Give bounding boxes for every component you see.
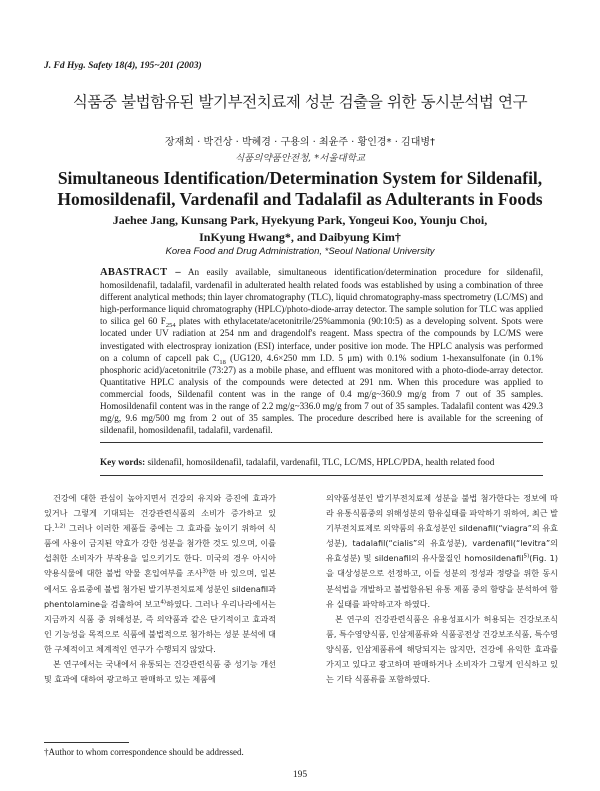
body-text: (Fig. 1)을 대상성분으로 선정하고, 이들 성분의 정성과 정량을 위한 동시분석법을 개발하고 불법함유된 유통 제품 중의 함량을 분석하여 함유 실태를 파악하고자 하였다.: [326, 553, 558, 609]
citation-superscript: 3): [202, 568, 209, 575]
english-title: Simultaneous Identification/Determination System for Sildenafil, Homosildenafil, Vardenafil and Tadalafil as Adulterants in Foods: [57, 168, 543, 209]
body-text: 의약품성분인 발기부전치료제 성분을 불법 첨가한다는 정보에 따라 유통식품중의 위해성분의 함유실태를 파악하기 위하여, 최근 발기부전치료제로 의약품의 유효성분인 sildenafil(“viagra”의 유효성분), tadalafil(“cialis”의 유효성분), vardenafil(“levitra”의 유효성분) 및 sildenafil의 유사물질인 homosildenafil: [326, 493, 558, 564]
abstract-text-2: plates with ethylacetate/acetonitrile/25%ammonia (90:10:5) as a developing solvent. Spots were located under UV radiation at 254 nm and dragendolf's reagent. Mass spectra of the compounds by LC/MS were investigated with electrospray ionization (ESI) interface, under positive ion mode. The HPLC analysis was performed on a column of capcell pak C: [100, 316, 543, 363]
body-column-left: [44, 491, 276, 687]
page-number: 195: [292, 770, 308, 780]
body-paragraph: [44, 491, 276, 657]
body-column-right: [326, 491, 558, 687]
keywords-list: sildenafil, homosildenafil, tadalafil, vardenafil, TLC, LC/MS, HPLC/PDA, health related food: [145, 457, 495, 467]
footnote-rule: [44, 742, 129, 743]
citation-superscript: 4): [160, 598, 167, 605]
english-authors-line-1: Jaehee Jang, Kunsang Park, Hyekyung Park, Yongeui Koo, Younju Choi,: [112, 213, 488, 227]
english-affiliation: Korea Food and Drug Administration, *Seoul National University: [165, 246, 435, 257]
korean-title: 식품중 불법함유된 발기부전치료제 성분 검출을 위한 동시분석법 연구: [72, 93, 528, 111]
body-text: 한 바 있으며, 일본에서도 음료중에 불법 첨가된 발기부전치료제 성분인 sildenafil과 phentolamine을 검출하여 보고: [44, 568, 276, 609]
keywords-heading: Key words:: [100, 457, 146, 467]
abstract-subscript-1: 254: [165, 322, 176, 330]
keywords-bottom-rule: [100, 475, 543, 476]
keywords: [100, 457, 543, 467]
korean-affiliation: 식품의약품안전청, *서울대학교: [234, 153, 366, 164]
abstract-subscript-2: 18: [219, 358, 226, 366]
english-authors: [60, 212, 540, 246]
body-text: 그러나 이러한 제품들 중에는 그 효과를 높이기 위하여 식품에 사용이 금지된 약효가 강한 성분을 첨가한 것도 있으며, 이를 섭취한 소비자가 부작용을 일으키기도 한다. 미국의 경우 아시아 약용식물에 대한 불법 약물 혼입여부를 조사: [44, 523, 276, 579]
abstract-text-3: (UG120, 4.6×250 mm I.D. 5 μm) with 0.1% sodium 1-hexansulfonate (in 0.1% phosphoric acid)/acetonitrile (73:27) as a mobile phase, and effluent was monitored with a photo-diode-array detector. Quantitative HPLC analysis of the compounds were detected at 291 nm. When this procedure was applied to commercial foods, Sildenafil content was in the range of 0.4 mg/g~360.9 mg/g from 7 out of 35 samples. Homosildenafil content was in the range of 2.2 mg/g~336.0 mg/g from 7 out of 35 samples. Tadalafil content was 429.3 mg/g, 9.6 mg/500 mg from 2 out of 35 samples. The procedure described here is available for the screening of sildenafil, homosildenafil, tadalafil, vardenafil.: [100, 352, 543, 436]
body-paragraph: 본 연구에서는 국내에서 유통되는 건강관련식품 중 성기능 개선 및 효과에 대하여 광고하고 판매하고 있는 제품에: [44, 659, 276, 685]
body-paragraph: [326, 491, 558, 612]
abstract-text-1: An easily available, simultaneous identification/determination procedure for sildenafil, homosildenafil, tadalafil, vardenafil in adulterated health related foods was established by using a combination of three different analytical methods; thin layer chromatography (TLC), liquid chromatography-mass spectrometry (LC/MS) and high-performance liquid chromatography (HPLC)/photo-diode-array detector. The sample solution for TLC was applied to silica gel 60 F: [100, 267, 544, 327]
citation-superscript: 1,2): [54, 523, 66, 530]
keywords-top-rule: [100, 442, 543, 443]
body-text: 건강에 대한 관심이 높아지면서 건강의 유지와 증진에 효과가 있거나 그렇게 기대되는 건강관련식품의 소비가 증가하고 있다.: [44, 493, 276, 534]
citation-superscript: 5): [523, 553, 530, 560]
korean-authors: 장재희 · 박건상 · 박혜경 · 구용의 · 최윤주 · 황인경* · 김대병†: [164, 137, 436, 148]
english-authors-line-2: InKyung Hwang*, and Daibyung Kim†: [199, 230, 401, 244]
footnote: †Author to whom correspondence should be addressed.: [44, 747, 244, 757]
body-paragraph: 본 연구의 건강관련식품은 유용성표시가 허용되는 건강보조식품, 특수영양식품, 인삼제품류와 식품공전상 건강보조식품, 특수영양식품, 인삼제품류에 해당되지는 않지만, 건강에 유익한 효과를 가지고 있다고 광고하며 판매하거나 소비자가 그렇게 인식하고 있는 기타 식품류를 포함하였다.: [326, 613, 558, 685]
abstract-heading: ABASTRACT –: [100, 267, 181, 278]
abstract: [100, 266, 543, 436]
journal-citation: J. Fd Hyg. Safety 18(4), 195~201 (2003): [44, 61, 202, 71]
body-text: 하였다. 그러나 우리나라에서는 지금까지 식품 중 위해성분, 즉 의약품과 같은 단기적이고 효과적인 기능성을 목적으로 식품에 불법적으로 첨가하는 성분 분석에 대한 구체적이고 체계적인 연구가 수행되지 않았다.: [44, 598, 276, 654]
